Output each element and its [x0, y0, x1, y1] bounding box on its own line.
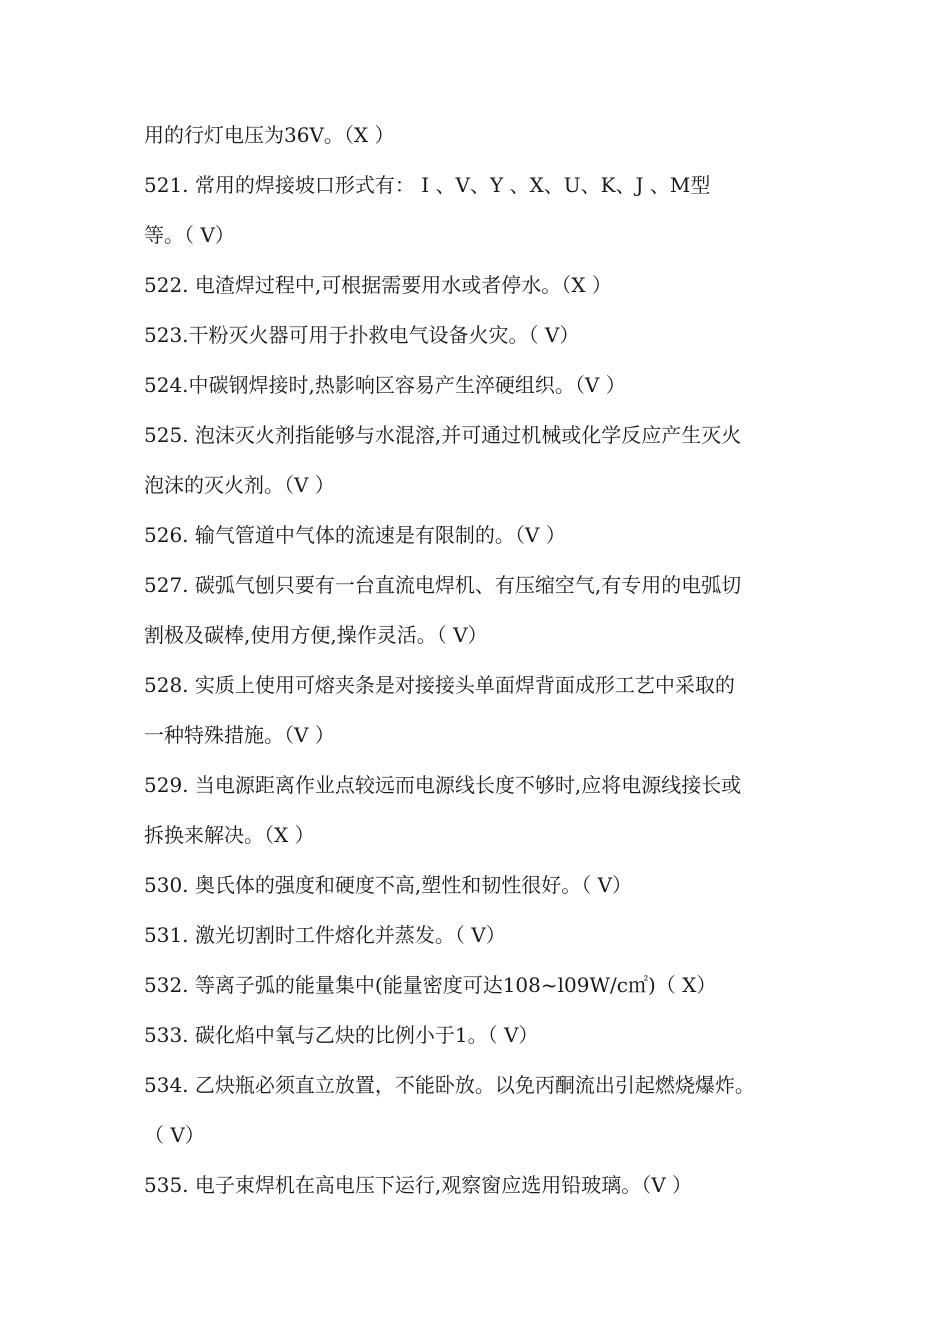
text-line: 用的行灯电压为36V。（X ） [144, 123, 395, 147]
question-525-line-2: 泡沫的灭火剂。（V ） [144, 473, 335, 497]
question-528-line-2: 一种特殊措施。（V ） [144, 723, 335, 747]
question-535: 535. 电子束焊机在高电压下运行,观察窗应选用铅玻璃。（V ） [144, 1173, 693, 1197]
question-533: 533. 碳化焰中氧与乙炔的比例小于1。（ V） [144, 1023, 539, 1047]
question-521-line-2: 等。（ V） [144, 223, 235, 247]
question-529-line-2: 拆换来解决。（X ） [144, 823, 315, 847]
question-522: 522. 电渣焊过程中,可根据需要用水或者停水。（X ） [144, 273, 612, 297]
question-527-line-2: 割极及碳棒,使用方便,操作灵活。（ V） [144, 623, 488, 647]
question-527-line-1: 527. 碳弧气刨只要有一台直流电焊机、有压缩空气,有专用的电弧切 [144, 573, 742, 597]
question-528-line-1: 528. 实质上使用可熔夹条是对接接头单面焊背面成形工艺中采取的 [144, 673, 735, 697]
question-525-line-1: 525. 泡沫灭火剂指能够与水混溶,并可通过机械或化学反应产生灭火 [144, 423, 742, 447]
question-531: 531. 激光切割时工件熔化并蒸发。（ V） [144, 923, 506, 947]
question-530: 530. 奥氏体的强度和硬度不高,塑性和韧性很好。（ V） [144, 873, 633, 897]
question-529-line-1: 529. 当电源距离作业点较远而电源线长度不够时,应将电源线接长或 [144, 773, 742, 797]
question-534-line-1: 534. 乙炔瓶必须直立放置，不能卧放。以免丙酮流出引起燃烧爆炸。 [144, 1073, 755, 1097]
question-524: 524.中碳钢焊接时,热影响区容易产生淬硬组织。（V ） [144, 373, 626, 397]
question-526: 526. 输气管道中气体的流速是有限制的。（V ） [144, 523, 566, 547]
question-521-line-1: 521. 常用的焊接坡口形式有： I 、V、Y 、X、U、K、J 、M型 [144, 173, 711, 197]
question-523: 523.干粉灭火器可用于扑救电气设备火灾。（ V） [144, 323, 580, 347]
question-532: 532. 等离子弧的能量集中(能量密度可达108~l09W/c㎡)（ X） [144, 973, 717, 997]
question-534-line-2: （ V） [144, 1123, 205, 1147]
